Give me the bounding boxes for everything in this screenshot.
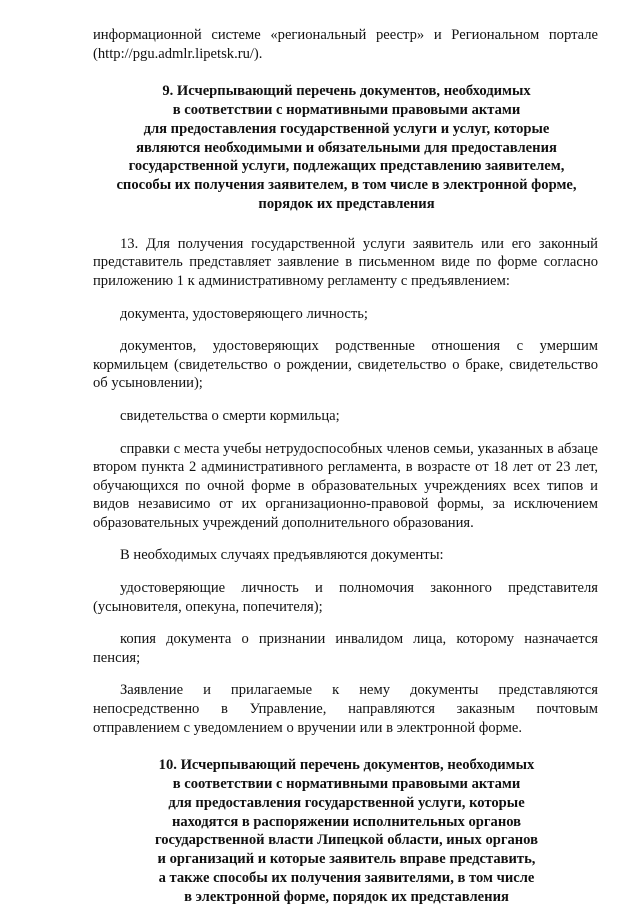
heading-line: 9. Исчерпывающий перечень документов, необходимых (162, 83, 531, 100)
heading-line: государственной власти Липецкой области, иных органов (155, 832, 538, 849)
heading-line: являются необходимыми и обязательными для предоставления (136, 139, 557, 156)
list-item-kinship-documents: документов, удостоверяющих родственные отношения с умершим кормильцем (свидетельство о рождении, свидетельство о браке, свидетельство об усыновлении); (93, 338, 598, 392)
heading-line: находятся в распоряжении исполнительных органов (171, 813, 522, 830)
list-item-study-certificate: справки с места учебы нетрудоспособных членов семьи, указанных в абзаце втором пункта 2 административного регламента, в возрасте от 18 лет от 23 лет, обучающихся по очной форме в образовательных учреждениях всех типов и видов независимо от их организационно-правовой формы, за исключением образовательных учреждений дополнительного образования. (93, 440, 598, 531)
paragraph-submission-method: Заявление и прилагаемые к нему документы представляются непосредственно в Управление, направляются заказным почтовым отправлением с уведомлением о вручении или в электронной форме. (93, 682, 598, 736)
list-item-disability-copy: копия документа о признании инвалидом лица, которому назначается пенсия; (93, 631, 598, 666)
intro-paragraph: информационной системе «региональный реестр» и Региональном портале (http://pgu.admlr.lipetsk.ru/). (93, 27, 598, 62)
heading-line: в соответствии с нормативными правовыми актами (172, 776, 521, 793)
heading-line: государственной услуги, подлежащих представлению заявителем, (128, 158, 565, 175)
list-item-death-certificate: свидетельства о смерти кормильца; (120, 407, 340, 424)
section-9-heading (93, 82, 598, 214)
heading-line: а также способы их получения заявителями, в том числе (158, 870, 535, 887)
heading-line: для предоставления государственной услуги и услуг, которые (143, 120, 550, 137)
paragraph-13: 13. Для получения государственной услуги заявитель или его законный представитель представляет заявление в письменном виде по форме согласно приложению 1 к административному регламенту с предъявлением: (93, 235, 598, 289)
heading-line: и организаций и которые заявитель вправе представить, (157, 851, 536, 868)
heading-line: в электронной форме, порядок их представления (184, 888, 509, 905)
heading-line: для предоставления государственной услуги, которые (168, 794, 525, 811)
heading-line: в соответствии с нормативными правовыми актами (172, 101, 521, 118)
list-item-identity-document: документа, удостоверяющего личность; (120, 305, 368, 322)
section-10-heading (93, 756, 598, 906)
heading-line: способы их получения заявителем, в том числе в электронной форме, (116, 177, 577, 194)
heading-line: 10. Исчерпывающий перечень документов, необходимых (158, 757, 535, 774)
paragraph-additional-documents: В необходимых случаях предъявляются документы: (120, 547, 444, 564)
heading-line: порядок их представления (258, 195, 435, 212)
list-item-representative-identity: удостоверяющие личность и полномочия законного представителя (усыновителя, опекуна, попечителя); (93, 580, 598, 615)
